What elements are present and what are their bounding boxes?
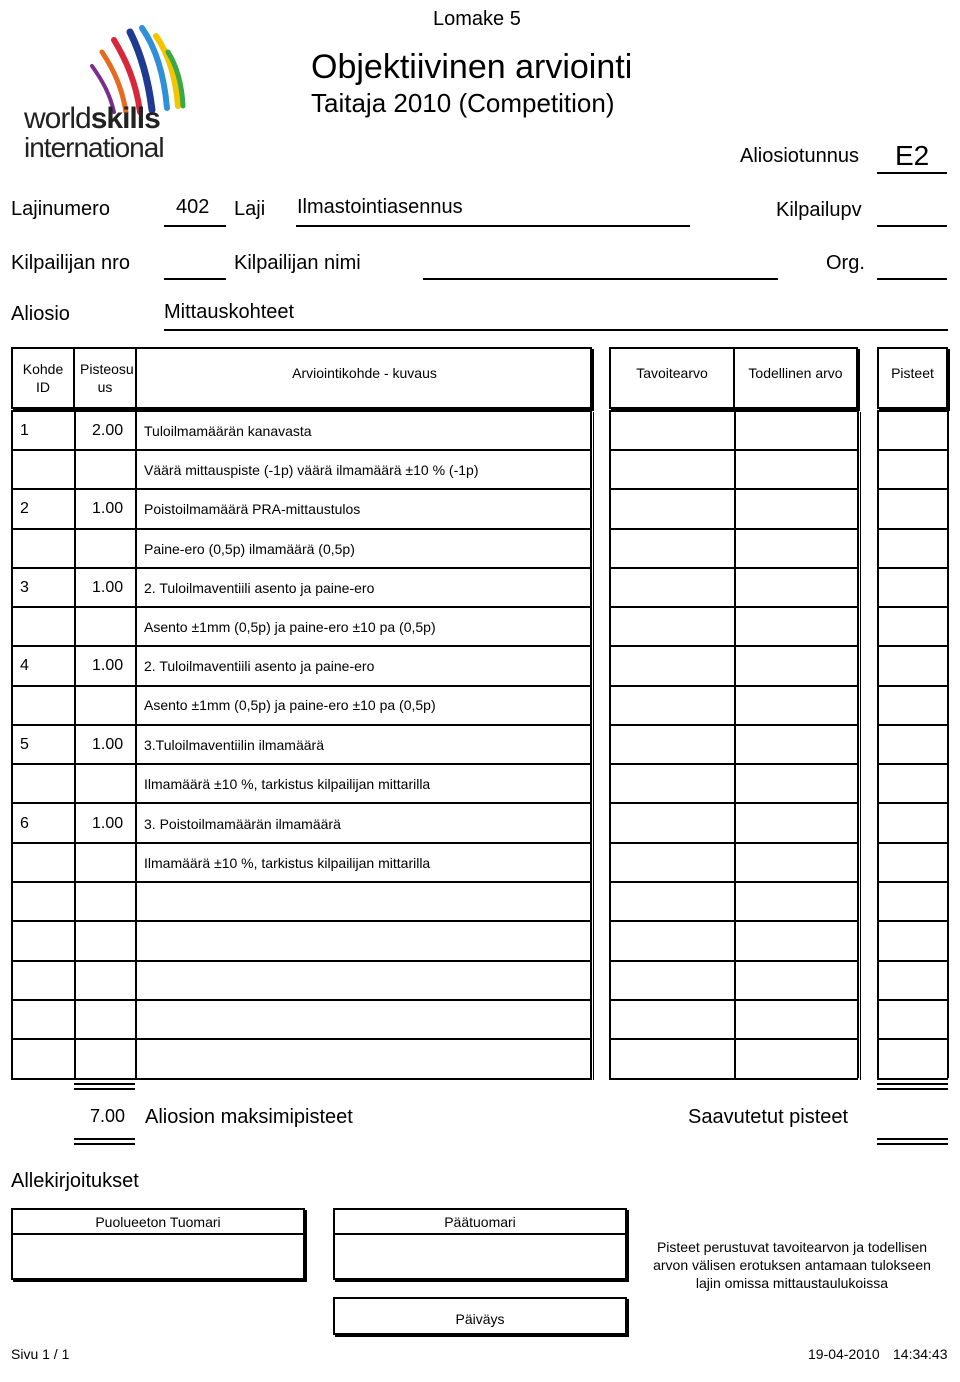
competitor-name-label: Kilpailijan nimi <box>234 252 361 274</box>
total-max-value: 7.00 <box>90 1106 126 1126</box>
row6-id: 6 <box>20 815 29 832</box>
row6-detail: Ilmamäärä ±10 %, tarkistus kilpailijan mittarilla <box>144 855 431 871</box>
header-id: Kohde ID <box>13 349 75 407</box>
header-table-right <box>609 347 858 409</box>
table-row-line <box>11 960 592 962</box>
table-row-line <box>877 528 948 530</box>
judge-signature-box[interactable] <box>11 1208 305 1280</box>
logo-text-world: world <box>24 102 91 135</box>
table-row-line <box>877 1038 948 1040</box>
page-subtitle: Taitaja 2010 (Competition) <box>311 88 615 118</box>
table-row-line <box>877 999 948 1001</box>
subcriteria-id-value: E2 <box>895 140 930 171</box>
chief-judge-label: Päätuomari <box>335 1210 625 1235</box>
total-max-double-line <box>74 1083 135 1090</box>
signatures-heading: Allekirjoitukset <box>11 1170 139 1192</box>
table-row-line <box>877 685 948 687</box>
table-row-line <box>877 567 948 569</box>
table-row-line <box>877 802 948 804</box>
total-max-bottom-line <box>74 1138 135 1145</box>
table-row-line <box>877 842 948 844</box>
row5-detail: Ilmamäärä ±10 %, tarkistus kilpailijan mittarilla <box>144 776 431 792</box>
skill-value: Ilmastointiasennus <box>297 196 463 218</box>
table-row-line <box>877 488 948 490</box>
subcriteria-value: Mittauskohteet <box>164 301 295 323</box>
table-row-line <box>11 802 592 804</box>
judge-label: Puolueeton Tuomari <box>13 1210 303 1235</box>
skill-number-underline <box>164 225 226 227</box>
row6-points: 1.00 <box>92 815 124 832</box>
competitor-no-field[interactable] <box>164 278 226 280</box>
row1-id: 1 <box>20 422 29 439</box>
table-row-line <box>877 920 948 922</box>
table-row-line <box>11 881 592 883</box>
row2-id: 2 <box>20 500 29 517</box>
row5-points: 1.00 <box>92 736 124 753</box>
competition-date-field[interactable] <box>877 225 947 227</box>
header-table-left <box>11 347 592 409</box>
row4-points: 1.00 <box>92 657 124 674</box>
page-title: Objektiivinen arviointi <box>311 48 633 86</box>
org-field[interactable] <box>877 278 947 280</box>
row4-id: 4 <box>20 657 29 674</box>
date-label: Päiväys <box>455 1311 505 1327</box>
table-row-line <box>11 724 592 726</box>
table-row-line <box>11 488 592 490</box>
logo-text-skills: skills <box>90 102 160 135</box>
row5-title: 3.Tuloilmaventiilin ilmamäärä <box>144 737 324 753</box>
skill-number-label: Lajinumero <box>11 198 110 220</box>
table-row-line <box>11 449 592 451</box>
table-row-line <box>877 724 948 726</box>
table-row-line <box>877 606 948 608</box>
row2-title: Poistoilmamäärä PRA-mittaustulos <box>144 501 361 517</box>
header-description: Arviointikohde - kuvaus <box>292 365 437 381</box>
table-row-line <box>11 999 592 1001</box>
logo-text-international: international <box>24 132 164 163</box>
table-row-line <box>11 842 592 844</box>
row3-id: 3 <box>20 579 29 596</box>
table-row-line <box>11 920 592 922</box>
subcriteria-underline <box>164 329 948 331</box>
row3-detail: Asento ±1mm (0,5p) ja paine-ero ±10 pa (0,5p) <box>144 619 436 635</box>
competitor-no-label: Kilpailijan nro <box>11 252 130 274</box>
table-row-line <box>11 1078 592 1080</box>
footer-date: 19-04-2010 <box>808 1346 880 1362</box>
table-row-line <box>609 1078 858 1080</box>
table-row-line <box>11 763 592 765</box>
skill-number-value: 402 <box>176 196 210 218</box>
header-target: Tavoitearvo <box>611 349 735 407</box>
table-row-line <box>877 1078 948 1080</box>
table-row-line <box>877 960 948 962</box>
row6-title: 3. Poistoilmamäärän ilmamäärä <box>144 816 341 832</box>
competitor-name-field[interactable] <box>423 278 778 280</box>
header-points: Pisteet <box>891 365 934 381</box>
row5-id: 5 <box>20 736 29 753</box>
table-row-line <box>11 645 592 647</box>
scoring-note <box>646 1238 938 1292</box>
date-signature-box[interactable] <box>333 1297 627 1335</box>
subcriteria-label: Aliosio <box>11 303 70 325</box>
scoring-note-line1: Pisteet perustuvat tavoitearvon ja todellisen <box>656 1239 928 1255</box>
subcriteria-id-label: Aliosiotunnus <box>740 145 859 167</box>
row4-detail: Asento ±1mm (0,5p) ja paine-ero ±10 pa (0,5p) <box>144 697 436 713</box>
table-row-line <box>11 606 592 608</box>
table-row-line <box>11 1038 592 1040</box>
achieved-points-field[interactable] <box>877 1138 948 1145</box>
achieved-points-label: Saavutetut pisteet <box>688 1106 849 1128</box>
form-number: Lomake 5 <box>433 8 521 30</box>
points-total-top-line <box>877 1083 948 1090</box>
skill-underline <box>296 225 690 227</box>
footer-time: 14:34:43 <box>893 1346 948 1362</box>
table-row-line <box>877 763 948 765</box>
header-max-points: Pisteosu us <box>75 349 137 407</box>
row4-title: 2. Tuloilmaventiili asento ja paine-ero <box>144 658 375 674</box>
chief-judge-signature-box[interactable] <box>333 1208 627 1280</box>
scoring-note-line2: arvon välisen erotuksen antamaan tulokseen <box>653 1257 931 1273</box>
table-row-line <box>11 528 592 530</box>
table-row-line <box>11 685 592 687</box>
skill-label: Laji <box>234 198 266 220</box>
table-row-line <box>877 449 948 451</box>
row1-points: 2.00 <box>92 422 124 439</box>
worldskills-logo <box>22 22 192 167</box>
competition-date-label: Kilpailupv <box>776 199 862 221</box>
row1-detail: Väärä mittauspiste (-1p) väärä ilmamäärä ±10 % (-1p) <box>144 462 479 478</box>
table-row-line <box>877 645 948 647</box>
table-row-line <box>877 881 948 883</box>
row2-points: 1.00 <box>92 500 124 517</box>
scoring-note-line3: lajin omissa mittaustaulukoissa <box>695 1275 889 1291</box>
row3-title: 2. Tuloilmaventiili asento ja paine-ero <box>144 580 375 596</box>
row1-title: Tuloilmamäärän kanavasta <box>144 423 312 439</box>
footer-page: Sivu 1 / 1 <box>11 1346 70 1362</box>
total-max-label: Aliosion maksimipisteet <box>145 1106 353 1128</box>
row3-points: 1.00 <box>92 579 124 596</box>
header-table-points <box>877 347 948 409</box>
org-label: Org. <box>826 252 865 274</box>
row2-detail: Paine-ero (0,5p) ilmamäärä (0,5p) <box>144 541 355 557</box>
header-actual: Todellinen arvo <box>748 365 843 381</box>
subcriteria-id-underline <box>877 172 947 174</box>
table-row-line <box>11 567 592 569</box>
